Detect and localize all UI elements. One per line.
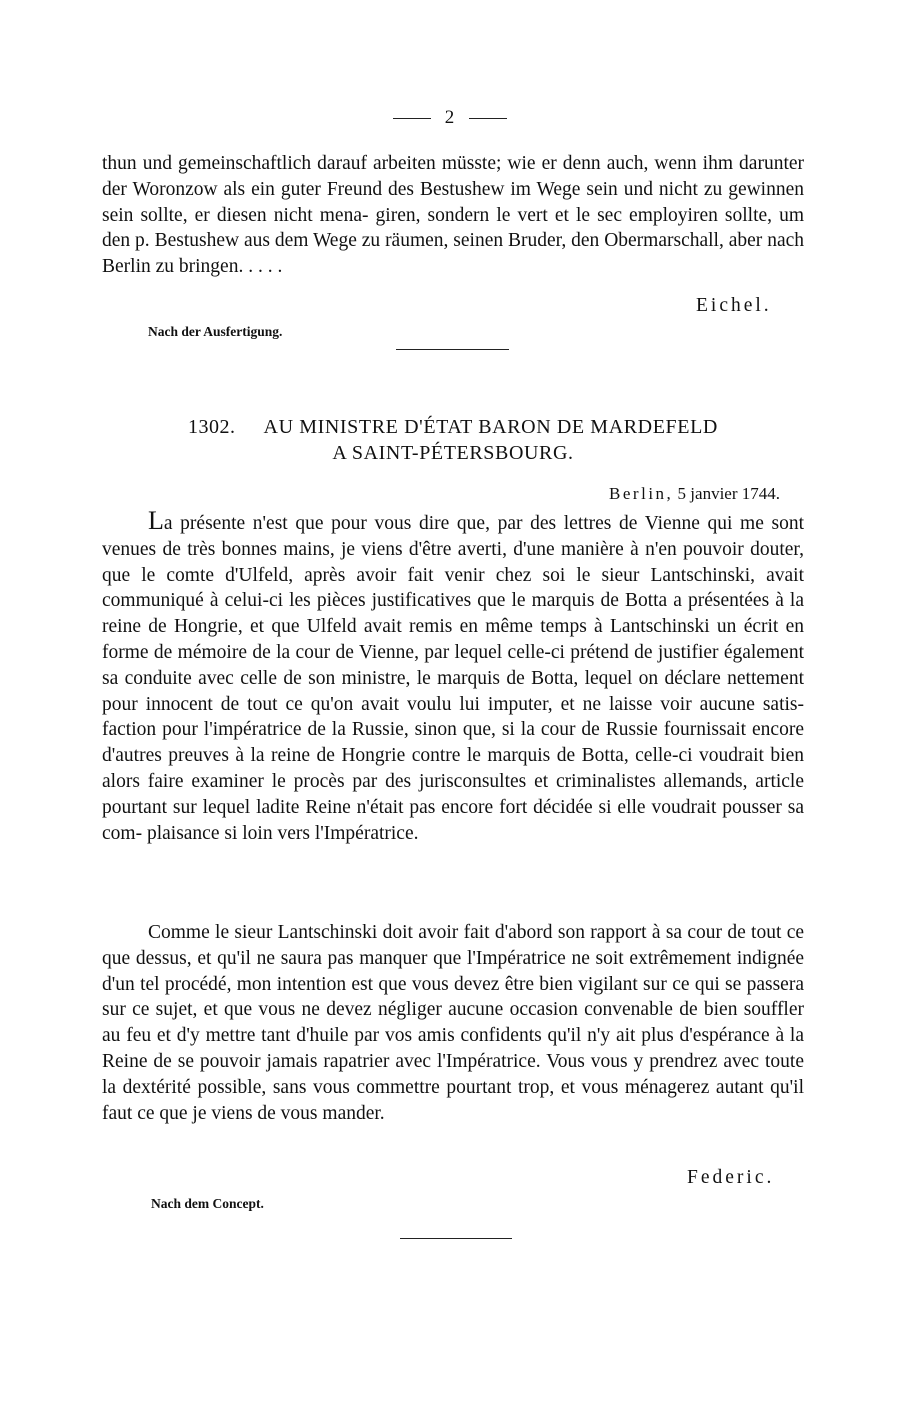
section-divider <box>396 349 509 350</box>
text-line: aus dem Wege zu räumen, seinen Bruder, den Obermarschall, aber nach <box>243 230 805 252</box>
text-line: sans vous commettre pourtant trop, et vous ménagerez autant qu'il faut <box>102 1076 805 1124</box>
source-note-concept: Nach dem Concept. <box>151 1196 264 1211</box>
paragraph-body <box>102 508 804 846</box>
dateline <box>609 484 780 504</box>
text-line: le marquis de Botta, lequel on déclare nettement pour innocent de <box>102 667 805 715</box>
text-line: de bien souffler au feu et d'y mettre tant d'huile par vos amis confidents <box>102 999 805 1047</box>
text-line: Reine n'était pas encore fort décidée si elle voudrait pousser sa com- <box>102 796 805 844</box>
text-line: fournissait encore d'autres preuves à la reine de Hongrie contre le marquis <box>102 719 804 767</box>
letter-heading-line2: A SAINT-PÉTERSBOURG. <box>332 442 574 464</box>
letter-paragraph-1 <box>102 508 804 846</box>
page-number-value: 2 <box>444 107 456 128</box>
page-number-dash-left <box>393 118 431 119</box>
letter-heading <box>102 414 804 466</box>
text-line: tout ce qu'on avait voulu lui imputer, et ne laisse voir aucune satis- <box>247 693 804 715</box>
text-line: wenn ihm darunter der Woronzow als ein guter Freund des Bestushew <box>102 153 805 200</box>
source-note-ausfertigung: Nach der Ausfertigung. <box>148 324 283 339</box>
continuation-paragraph <box>102 151 804 280</box>
text-line: de Botta, celle-ci voudrait bien alors faire examiner le procès par des <box>102 745 804 792</box>
text-line: jurisconsultes et criminalistes allemands, article pourtant sur lequel ladite <box>102 770 805 818</box>
text-line: giren, sondern le vert et le sec employiren sollte, um den p. Bestushew <box>102 204 804 252</box>
text-line: pièces justificatives que le marquis de Botta a présentées à la reine <box>102 590 804 638</box>
signature-federic: Federic. <box>687 1167 775 1188</box>
text-line: manière à n'en pouvoir douter, que le comte d'Ulfeld, après avoir fait <box>102 538 805 586</box>
text-line: thun und gemeinschaftlich darauf arbeiten müsste; wie er denn auch, <box>102 153 649 174</box>
text-line: im Wege sein und nicht zu gewinnen sein sollte, er diesen nicht mena- <box>102 178 804 226</box>
letter-heading-line1 <box>102 414 804 440</box>
continuation-text <box>102 151 804 280</box>
text-line: intention est que vous devez être bien vigilant sur ce qui se passera <box>276 973 804 995</box>
signature-eichel: Eichel. <box>696 295 772 316</box>
text-line: Comme le sieur Lantschinski doit avoir fait d'abord son rapport à <box>148 922 661 943</box>
text-line: qu'il n'y ait plus d'espérance à la Reine de se pouvoir jamais rapatrier <box>102 1025 804 1072</box>
text-line: sur ce sujet, et que vous ne devez négliger aucune occasion convenable <box>102 999 673 1021</box>
paragraph-body <box>102 920 804 1126</box>
page-number-dash-right <box>469 118 507 119</box>
dateline-date: 5 janvier 1744. <box>677 484 780 503</box>
text-line: avec l'Impératrice. Vous vous y prendrez avec toute la dextérité possible, <box>102 1050 804 1098</box>
text-line: sa cour de tout ce que dessus, et qu'il ne saura pas manquer que <box>102 922 805 969</box>
letter-addressee: AU MINISTRE D'ÉTAT BARON DE MARDEFELD <box>263 416 718 438</box>
text-line: de Hongrie, et que Ulfeld avait remis en même temps à Lantschinski <box>148 616 710 638</box>
initial-letter: L <box>148 506 164 535</box>
letter-number: 1302. <box>188 416 236 438</box>
text-line: plaisance si loin vers l'Impératrice. <box>146 822 419 844</box>
text-line: l'Impératrice ne soit extrêmement indignée d'un tel procédé, mon <box>102 947 805 995</box>
text-line: Berlin zu bringen. . . . . <box>102 256 283 278</box>
dateline-city: Berlin, <box>609 484 674 503</box>
section-divider <box>400 1238 512 1239</box>
text-line: un écrit en forme de mémoire de la cour de Vienne, par lequel celle-ci <box>102 616 805 663</box>
text-line: qui me sont venues de très bonnes mains, je viens d'être averti, d'une <box>102 513 805 560</box>
text-line: ce que je viens de vous mander. <box>137 1102 385 1124</box>
text-line: venir chez soi le sieur Lantschinski, avait communiqué à celui-ci les <box>102 564 804 612</box>
text-line: a présente n'est que pour vous dire que, par des lettres de Vienne <box>163 513 700 534</box>
page-number <box>0 107 900 129</box>
text-line: faction pour l'impératrice de la Russie, sinon que, si la cour de Russie <box>102 719 658 741</box>
letter-paragraph-2 <box>102 920 804 1126</box>
text-line: prétend de justifier également sa conduite avec celle de son ministre, <box>102 641 804 689</box>
